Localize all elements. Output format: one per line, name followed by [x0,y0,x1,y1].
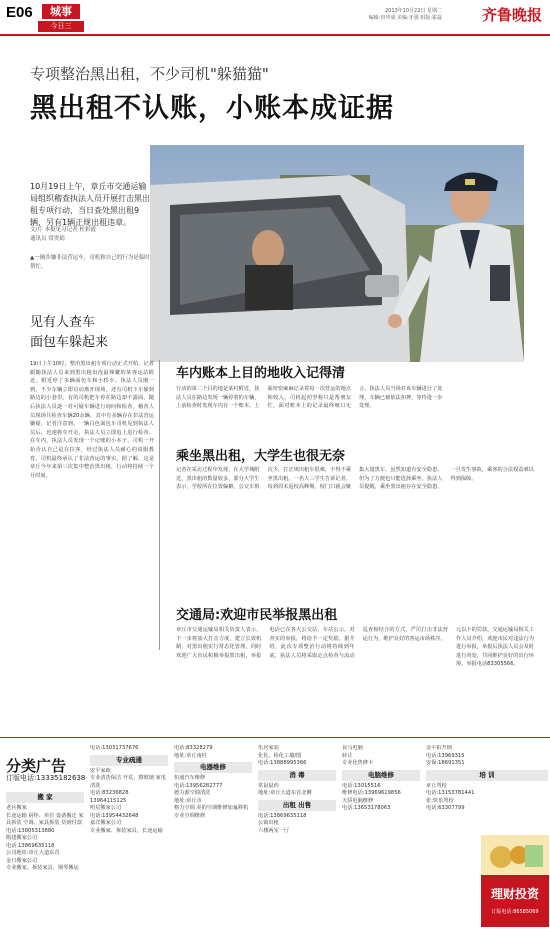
classified-head: 电脑维修 [342,770,420,781]
classified-item: 公司地址:章丘大道东首 [6,850,60,856]
classified-item: 安平家政 [90,767,111,774]
classified-item: 专业空调维修 [174,812,206,819]
classified-head: 专业疏通 [90,755,168,766]
section-badge: 城事 [42,4,80,19]
classified-item: 地址:章丘市 [174,797,202,804]
classified-item: 天骄电脑维修 [342,797,374,804]
classified-item: 张:快乐驾校 [426,797,454,804]
classified-item: 电话:13954432648 [90,812,139,819]
classified-item: 嘉洋搬家公司 [90,820,122,826]
body-column-5: 元以下的罚款。交通运输局相关工作人员介绍，欢迎市民对违法行为进行举报，举报后执法人员会及时进行查处，共同维护良好的出行环境，举报电话83305566。 [456,627,534,668]
edition-editors: 编辑:田华成 美编:牙强 组版:霍磊 [368,15,442,21]
classified-head: 消 毒 [258,770,336,781]
body-column-2: 行动的第二个目的地是某村附近，执法人员在路边发现一辆停着的车辆，上前检查时发现车内有一个账本，上面密密麻麻记录着每一次营运的地点和收入。司机起初坚称只是帮朋友忙，面对账本上的记录最终哑口无言。执法人员当场对该车辆进行了处理，车辆已被依法扣押，等待进一步处理。 [176,386,443,410]
classified-head: 电器维修 [174,762,252,773]
classified-item: 专业搬家、拆装家具、钢琴搬运 [6,865,79,871]
page-header [0,0,550,34]
column-divider [159,360,160,650]
classified-item: 格力空调 美的空调维修加氟移机 [174,805,249,811]
subhead-students: 乘坐黑出租，大学生也很无奈 [176,449,346,464]
classified-item: 转让 [342,752,353,759]
subhead-left-line2: 面包车躲起来 [30,335,109,350]
classified-item: 化化、检化工墙/图 [258,752,302,759]
subhead-report: 交通局:欢迎市民举报黑出租 [176,608,338,623]
subhead-left-line1: 见有人查车 [30,315,96,330]
footer-ad-title: 理财投资 [490,887,539,901]
classified-item: 长途运输 厨柜、单位 设备搬迁 家具拆装 空调、家具拆装 货到付款 电话:13805313880 [6,812,84,834]
classified-item: 金平拍开锁 [426,745,452,751]
classified-head: 搬 家 [6,792,84,803]
classified-column-5 [342,745,420,926]
classified-item: 电话:63307799 [426,805,465,811]
classified-item: 德力源空调清洗 [174,790,211,796]
classified-item: 乐居家装 [258,745,279,751]
classified-item: 电话:13888995366 [258,760,307,766]
money-icon [481,835,549,875]
classified-item: 电话:13869635118 [6,842,55,849]
classified-item: 常鼠鼠药 [258,782,279,789]
footer-ad [481,875,549,927]
classified-item: 电话:13969315 [426,752,465,759]
classified-divider [0,737,550,738]
classified-column-4 [258,745,336,926]
photo-illustration [150,145,524,362]
classified-column-2 [90,745,168,926]
classified-item: 良马电脑 [342,745,363,751]
classified-column-3 [174,745,252,926]
classified-item: 地址:章丘大道东首北侧 [258,790,312,796]
classified-item: 专业搬家、拆装家具、长途运输 [90,827,163,834]
classified-item: 老兵搬家 [6,805,27,811]
ad-decoration [481,835,549,875]
page-code: E06 [6,4,33,21]
article-kicker: 专项整治黑出租，不少司机"躲猫猫" [30,65,269,83]
classified-item: 专业清洗保洁 开荒、擦玻璃 家电清洗 [90,775,166,789]
classified-column-1 [6,790,84,926]
classified-item: 电话:83328279 [174,745,213,751]
classified-item: 安保:18691351 [426,760,465,766]
classified-item: 电话:13869635118 [258,812,307,819]
classified-item: 恒通汽车维修 [174,775,206,781]
classified-head: 培 训 [426,770,548,781]
classified-item: 电话:13015516 [342,782,381,789]
section-sub-badge: 今日三 [38,21,84,32]
body-column-4: 章丘市交通运输局相关负责人表示，下一步将加大打击力度，建立长效机制，对黑出租实行常态化管理。同时欢迎广大市民积极举报黑出租，举报电话已在各大公交站、车站公示。对查实的举报，将给予一定奖励。据介绍，此次专项整治行动将持续到年底，执法人员将采取定点检查与流动巡查相结合的方式，严厉打击非法营运行为，维护良好的客运市场秩序。 [176,627,448,659]
body-column-1: 19日上午10时，整治黑出租专项行动正式开始。记者跟随执法人员来到黑出租出没最频繁的某客运站附近，附近停了多辆面包车和小轿车。执法人员刚一到，不少车辆立即启动离开现场，还有司机下车躲到路边的小巷里。有的司机把车停在路边却不露面，随后执法人员逐一对可疑车辆进行询问和检查。稽查人员现场共检查车辆20余辆，其中有多辆存在非法营运嫌疑。记者注意到，一辆白色面包车司机见到执法人员后，迅速将车开走，执法人员立即追上进行检查。在车内，执法人员发现一个记账的小本子，司机一开始否认自己是在拉客，经过执法人员耐心的说服教育，司机最终承认了非法营运的事实。据了解，这是章丘今年来第三次集中整治黑出租，行动将持续一个月时间。 [30,361,154,479]
classified-item: 13964115125 [90,797,127,804]
classified-item: 地址:章丘南村 [174,752,207,759]
classified-item: 电话:83236828 [90,790,129,796]
classified-item: 金日搬家公司 [6,857,38,864]
article-lede: 10月19日上午，章丘市交通运输局组织稽查执法人员开展打击黑出租专项行动，当日查处黑出租9辆，另有1辆正规出租违章。 [30,182,150,227]
footer-ad-phone: 订版电话:86585069 [491,909,539,915]
classified-head: 出租 出售 [258,800,336,811]
classified-item: 维修电话:13969619856 [342,790,401,796]
edition-date: 2013年10月22日 星期二 [384,8,442,14]
classified-item: 明星搬家公司 [90,805,122,811]
article-photo [150,145,524,362]
classified-item: 电话:13031737676 [90,745,139,751]
classified-column-6 [426,745,548,833]
classified-item: 电话:13653178063 [342,805,391,811]
edition-info [369,8,442,22]
body-column-3: 记者在采访过程中发现，在大学城附近，黑出租的数量较多，部分大学生表示，学校所在位置偏僻，公交车班次少，打正规出租车很难，不得不乘坐黑出租。一名大三学生告诉记者，每到周末返校高峰期，校门口就会聚集大量黑车，虽然知道有安全隐患，但为了方便也只能选择乘坐。执法人员提醒，乘坐黑出租存在安全隐患，一旦发生事故，乘客的合法权益难以得到保障。 [176,467,534,491]
classified-item: 电话:13956282777 [174,782,223,789]
classified-phone: 订版电话:13335182638 [6,774,86,782]
classified-item: 专业化售修卡 [342,760,374,766]
classified-item: 章丘驾校 [426,782,447,789]
newspaper-logo: 齐鲁晚报 [481,6,542,24]
classified-title: 分类广告 [6,757,67,775]
photo-caption: ▲一辆涉嫌非法营运车，司机称自己的行为是临时帮忙。 [30,255,150,270]
subhead-ledger: 车内账本上目的地收入记得清 [176,366,346,381]
classified-item: 公寓出租 [258,820,279,826]
subhead-left [30,313,108,353]
classified-item: 隋建搬家公司 [6,835,38,841]
article-headline: 黑出租不认账，小账本成证据 [30,93,394,124]
classified-item: 六楼两室一厅 [258,827,290,834]
header-rule [0,34,550,36]
classified-item: 电话:13153781441 [426,790,475,796]
article-byline: 文/片 本报见习记者 杜彩霞 通讯员 常贵娟 [30,227,96,242]
